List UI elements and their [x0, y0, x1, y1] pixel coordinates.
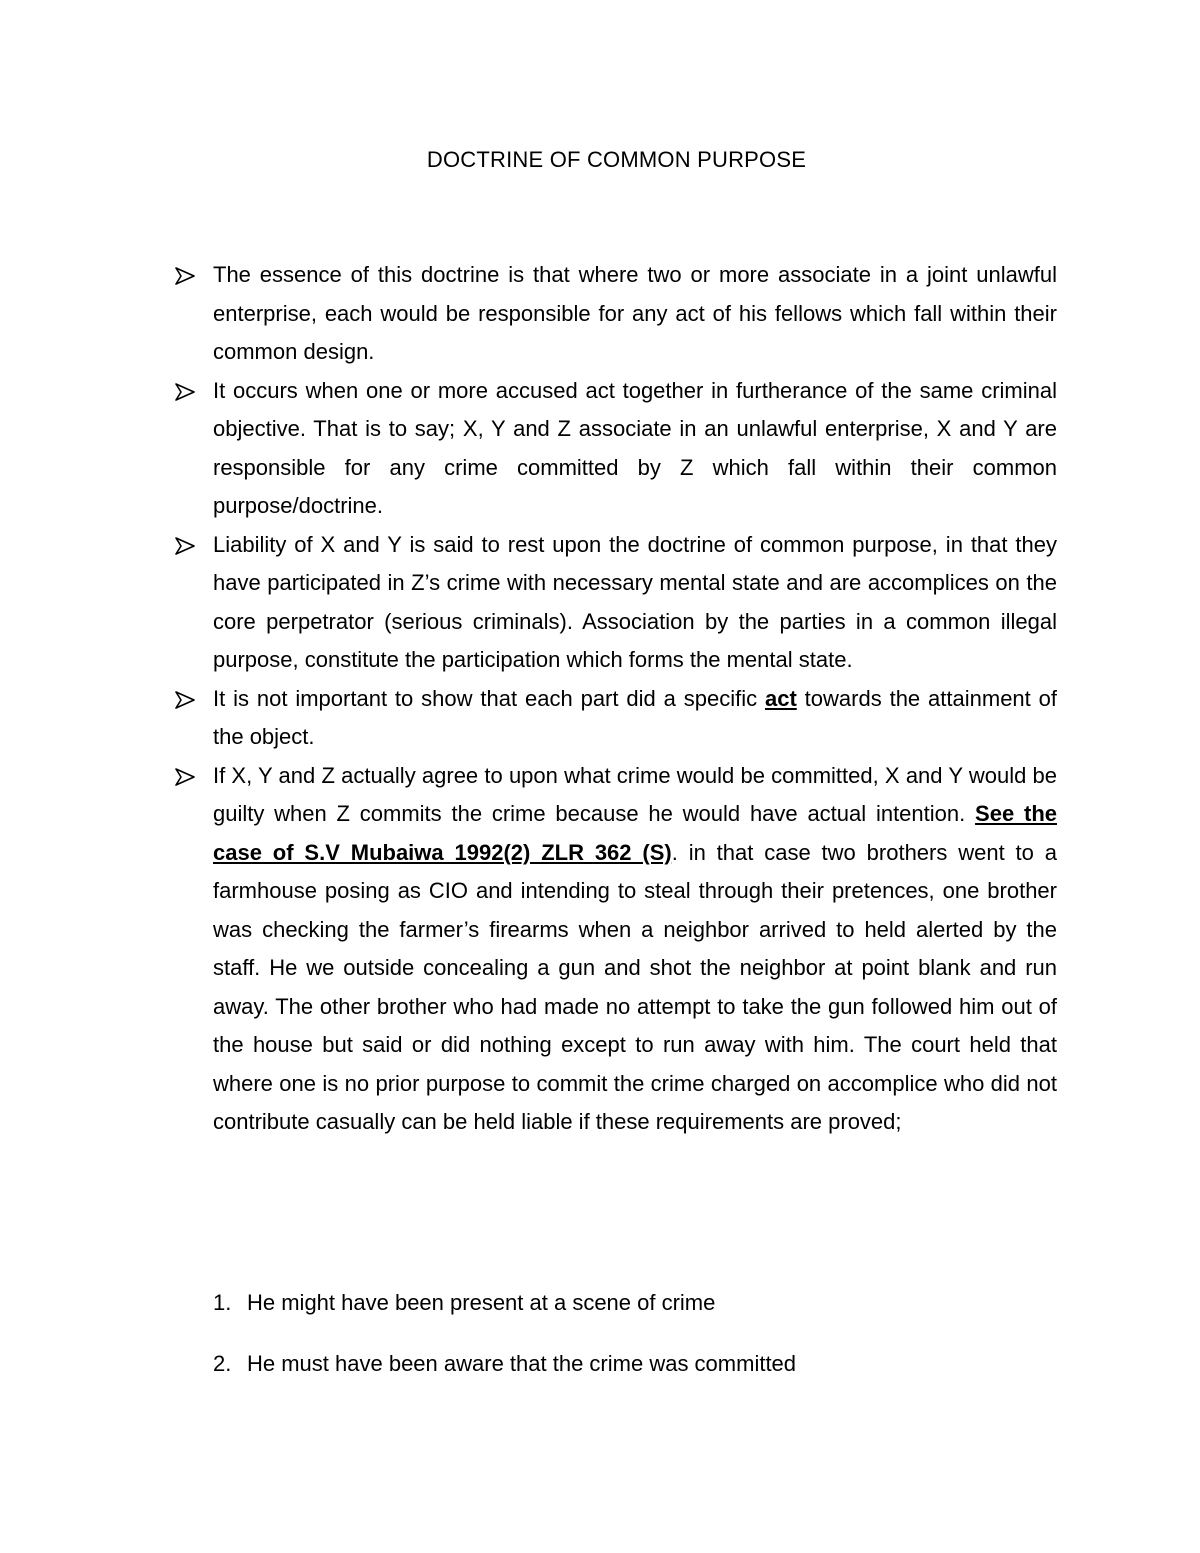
- arrowhead-bullet-icon: [175, 768, 195, 786]
- bullet-text: It occurs when one or more accused act together in furtherance of the same criminal objective. That is to say; X, Y and Z associate in an unlawful enterprise, X and Y are responsible for any crime committed by Z which fall within their common purpose/doctrine.: [213, 377, 1057, 518]
- item-text: He must have been aware that the crime was committed: [247, 1351, 797, 1376]
- list-item: [175, 680, 1057, 757]
- numbered-list: [213, 1288, 1053, 1318]
- list-item: [175, 372, 1057, 526]
- list-item: [175, 757, 1057, 1142]
- arrowhead-bullet-icon: [175, 691, 195, 709]
- bullet-text: Liability of X and Y is said to rest upon the doctrine of common purpose, in that they have participated in Z’s crime with necessary mental state and are accomplices on the core perpetrator (serious criminals). Association by the parties in a common illegal purpose, constitute the participation which forms the mental state.: [213, 531, 1057, 672]
- item-number: 1.: [213, 1290, 232, 1315]
- arrowhead-bullet-icon: [175, 537, 195, 555]
- list-item: [175, 256, 1057, 372]
- bullet-list: [175, 256, 1057, 1142]
- arrowhead-bullet-icon: [175, 383, 195, 401]
- item-number: 2.: [213, 1351, 232, 1376]
- arrowhead-bullet-icon: [175, 267, 195, 285]
- numbered-item: [213, 1349, 1053, 1379]
- emphasized-term: act: [764, 685, 797, 711]
- numbered-item: [213, 1288, 1053, 1318]
- case-citation: See the case of S.V Mubaiwa 1992(2) ZLR 362 (S): [213, 801, 1057, 865]
- bullet-text: The essence of this doctrine is that where two or more associate in a joint unlawful enterprise, each would be responsible for any act of his fellows which fall within their common design.: [213, 262, 1057, 364]
- bullet-text-after: . in that case two brothers went to a farmhouse posing as CIO and intending to steal through their pretences, one brother was checking the farmer’s firearms when a neighbor arrived to held alerted by the staff. He we outside concealing a gun and shot the neighbor at point blank and run away. The other brother who had made no attempt to take the gun followed him out of the house but said or did nothing except to run away with him. The court held that where one is no prior purpose to commit the crime charged on accomplice who did not contribute casually can be held liable if these requirements are proved;: [213, 839, 1057, 1134]
- list-item: [175, 526, 1057, 680]
- item-text: He might have been present at a scene of crime: [247, 1290, 716, 1315]
- document-title: DOCTRINE OF COMMON PURPOSE: [426, 147, 807, 172]
- numbered-list: [213, 1349, 1053, 1379]
- bullet-text-before: It is not important to show that each part did a specific: [213, 685, 765, 711]
- bullet-text-before: If X, Y and Z actually agree to upon what crime would be committed, X and Y would be guilty when Z commits the crime because he would have actual intention.: [213, 762, 1057, 826]
- bullet-text-after: towards the attainment of the object.: [213, 685, 1058, 749]
